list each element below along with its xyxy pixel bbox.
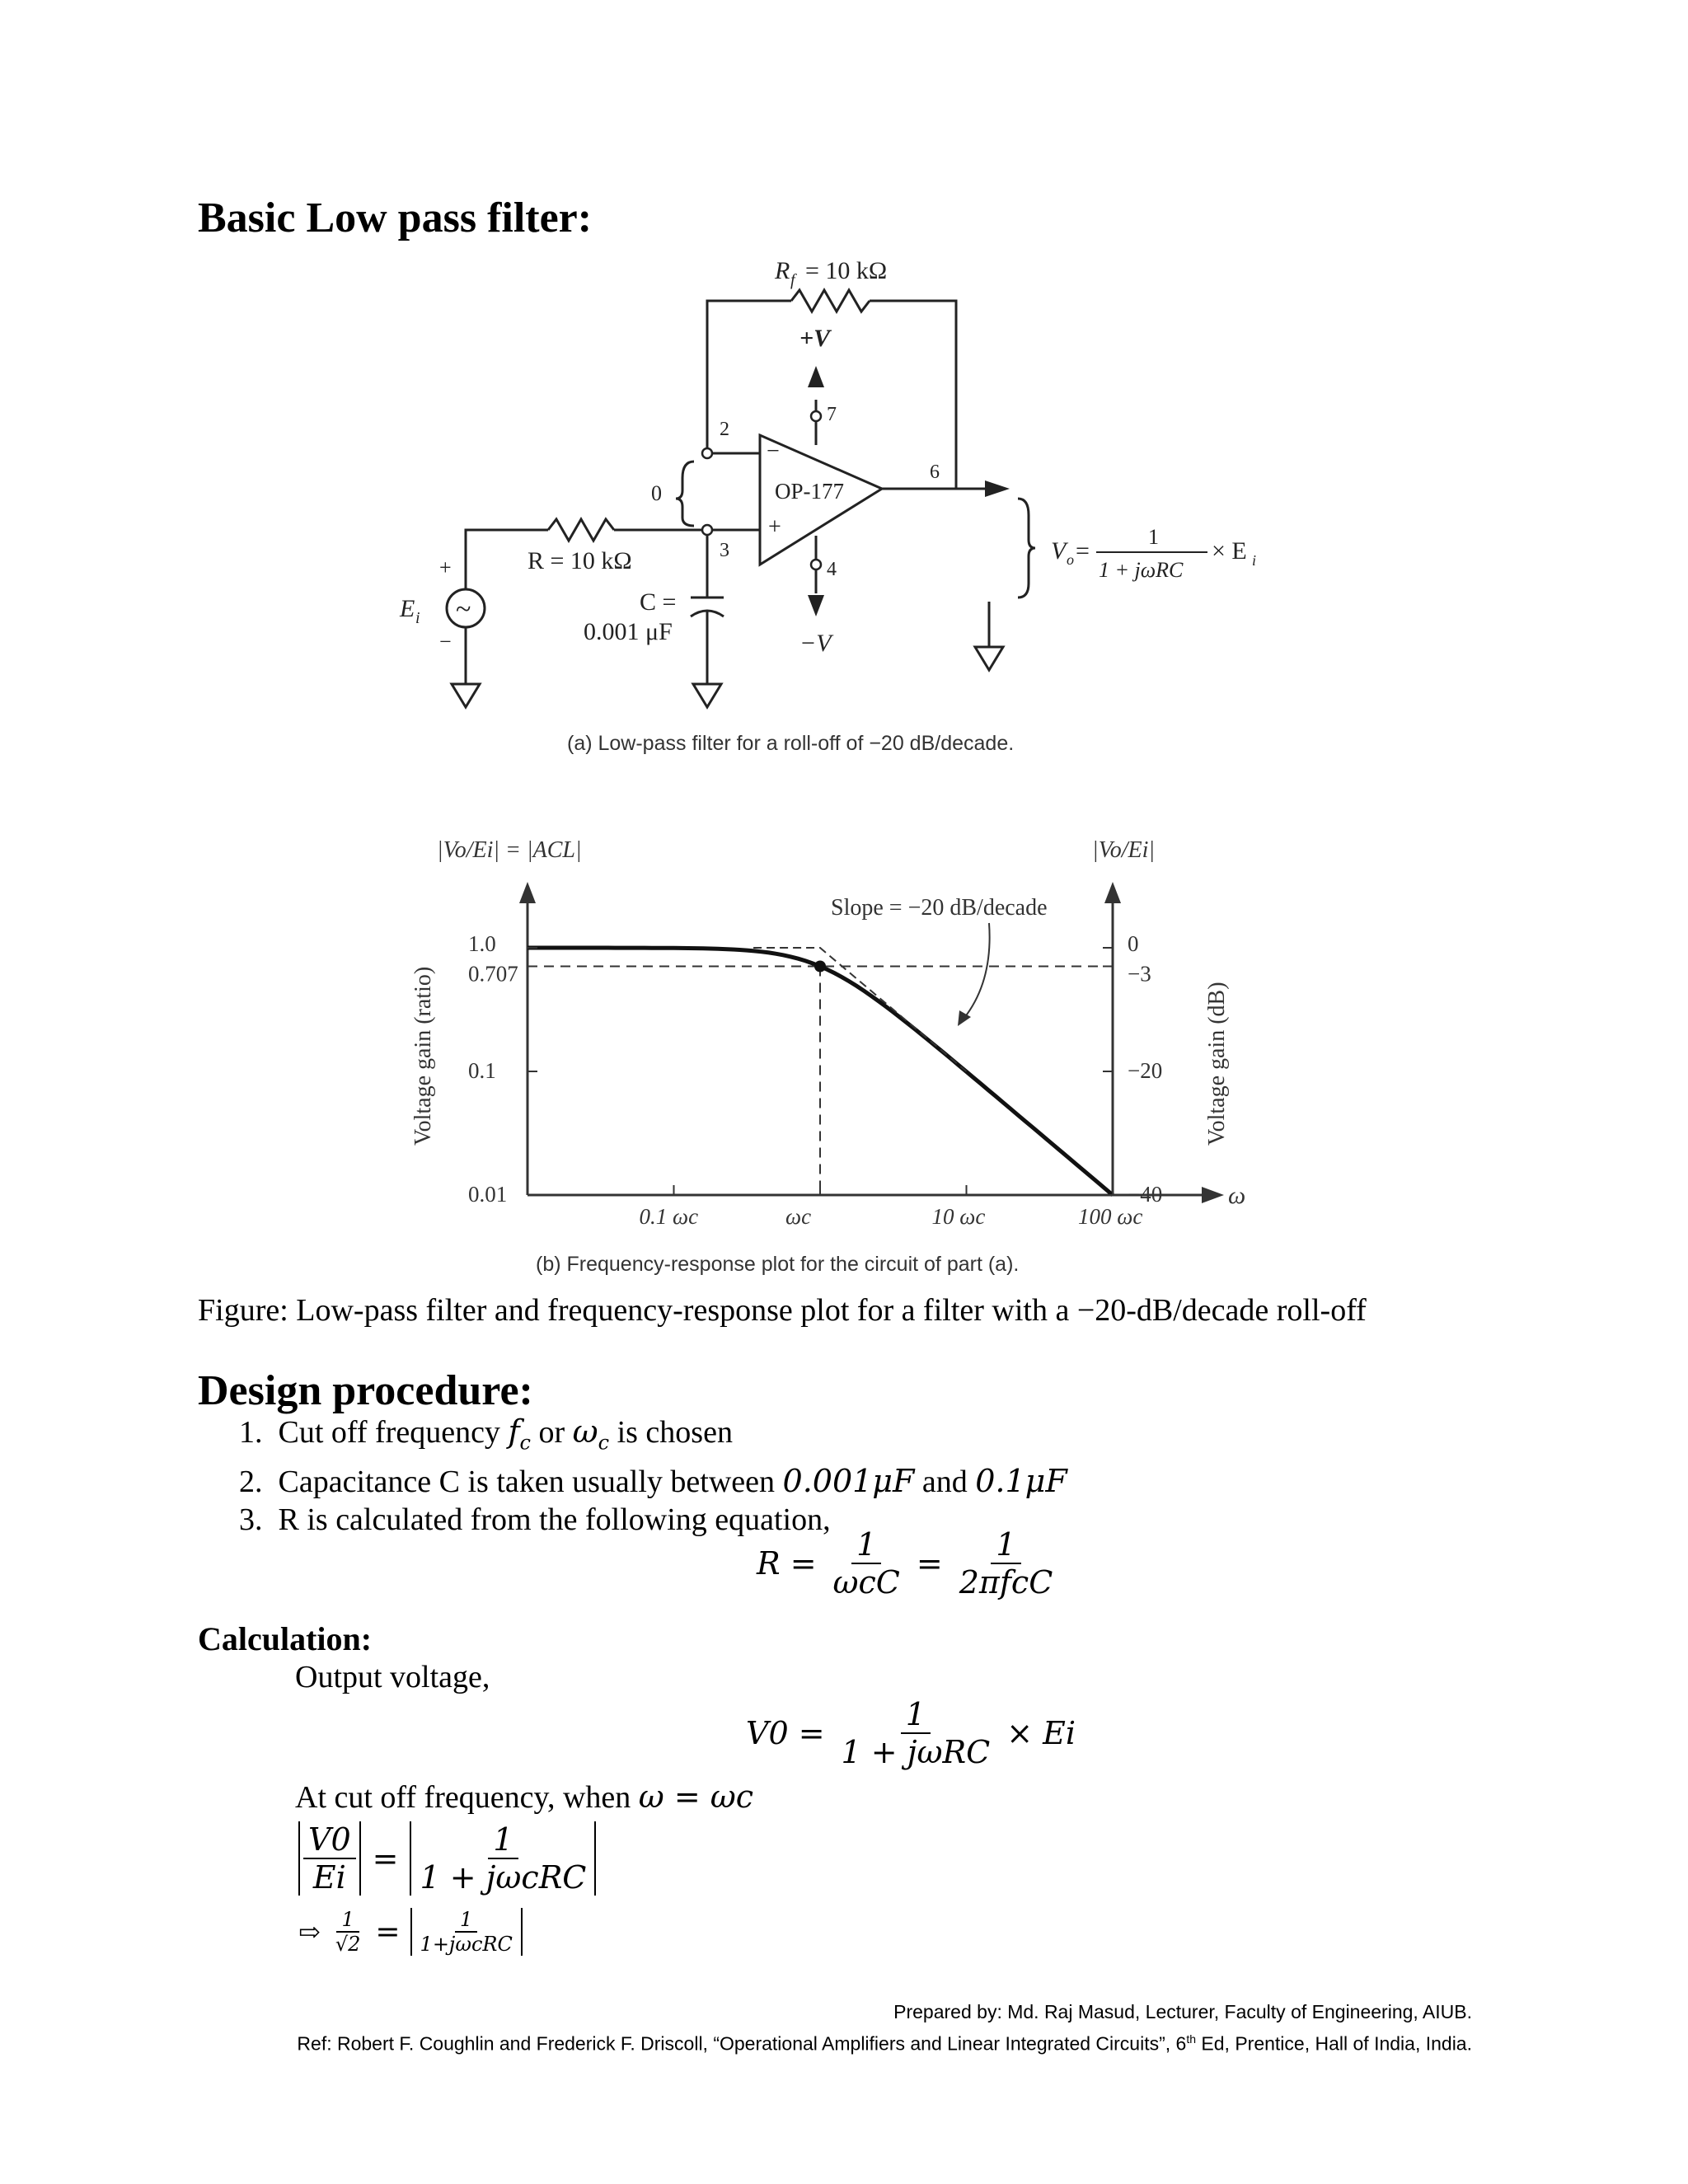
x-tick-label: 0.1 ωc (639, 1204, 699, 1229)
footer-ref-text: Ed, Prentice, Hall of India, India. (1196, 2032, 1472, 2055)
vo-rhs: × E (1212, 537, 1247, 565)
x-tick-label: ωc (785, 1204, 812, 1229)
footer-ref-sup: th (1186, 2032, 1197, 2046)
frac-den: Ei (312, 1859, 346, 1896)
step-text: or (530, 1415, 573, 1450)
source-plus: + (439, 555, 452, 579)
left-top-label: |Vo/Ei| = |ACL| (437, 837, 582, 863)
pin-3: 3 (720, 540, 729, 561)
v0-frac (837, 1696, 996, 1770)
source-sub: i (415, 609, 420, 627)
vo-rhs-sub: i (1252, 552, 1257, 569)
c-label-2: 0.001 μF (584, 618, 673, 645)
design-step-2 (239, 1462, 1067, 1501)
step-math: 0.001μF (782, 1462, 915, 1499)
step-math: f (508, 1413, 520, 1450)
cutoff-text: At cut off frequency, when (295, 1780, 639, 1815)
abs-equation (298, 1821, 596, 1896)
vo-den: 1 + jωRC (1099, 558, 1184, 582)
abs-lhs (298, 1821, 361, 1896)
slope-annotation: Slope = −20 dB/decade (831, 895, 1048, 921)
step-number: 1. (239, 1415, 263, 1450)
v0-rhs: × Ei (1006, 1715, 1076, 1751)
cutoff-statement (295, 1779, 753, 1816)
step-text: Cut off frequency (278, 1415, 509, 1450)
step-number: 3. (239, 1502, 263, 1537)
step-math-sub: c (519, 1431, 531, 1455)
plus-input-sign: + (768, 514, 781, 540)
right-tick-label: −20 (1128, 1058, 1163, 1083)
c-label-1: C = (640, 588, 677, 616)
x-tick-label: 10 ωc (931, 1204, 986, 1229)
v0-lhs: V0 = (746, 1715, 825, 1751)
final-rhs (410, 1908, 523, 1956)
frac-den: 1 + jωRC (841, 1734, 991, 1770)
r-eq-lhs: R = (757, 1545, 817, 1582)
step-math: ω (572, 1413, 598, 1450)
rf-value: = 10 kΩ (805, 257, 888, 284)
frac-den: ωcC (832, 1564, 900, 1601)
ac-source-icon: ~ (456, 594, 471, 625)
frac-den: 1 + jωcRC (420, 1859, 587, 1896)
left-tick-label: 0.1 (468, 1058, 496, 1083)
frac-num: 1 (336, 1908, 359, 1933)
right-top-label: |Vo/Ei| (1092, 837, 1156, 863)
x-tick-label: 100 ωc (1078, 1204, 1143, 1229)
right-tick-label: −40 (1128, 1182, 1163, 1207)
final-lhs (331, 1908, 366, 1956)
step-math-sub: c (598, 1431, 610, 1455)
right-axis-label: Voltage gain (dB) (1204, 982, 1230, 1146)
design-step-1 (239, 1413, 1067, 1462)
frac-den: 2πfcC (959, 1564, 1053, 1601)
minus-input-sign: − (767, 438, 780, 464)
frac-num: 1 (991, 1526, 1020, 1564)
step-text: and (914, 1464, 976, 1499)
r-eq-frac-2 (954, 1526, 1058, 1601)
final-equals: = (375, 1915, 401, 1949)
step-text: R is calculated from the following equation, (278, 1502, 831, 1537)
x-axis-symbol: ω (1228, 1182, 1246, 1209)
frac-num: 1 (488, 1821, 518, 1859)
implies-arrow-icon: ⇨ (298, 1916, 321, 1947)
frac-num: 1 (851, 1526, 881, 1564)
vo-lhs: V (1051, 537, 1067, 565)
source-label: E (400, 595, 415, 622)
calc-heading: Calculation: (198, 1620, 373, 1657)
abs-equals: = (372, 1840, 399, 1877)
left-tick-label: 1.0 (468, 931, 496, 956)
vo-eq: = (1076, 537, 1090, 565)
cutoff-point-marker (814, 961, 826, 972)
design-heading: Design procedure: (198, 1367, 533, 1414)
step-math: 0.1μF (975, 1462, 1067, 1499)
abs-rhs (410, 1821, 596, 1896)
plus-v-label: +V (799, 325, 831, 352)
r-equation (757, 1526, 1057, 1601)
left-tick-label: 0.01 (468, 1182, 508, 1207)
chart-caption: (b) Frequency-response plot for the circuit of part (a). (536, 1253, 1020, 1276)
frac-den: 1+jωcRC (420, 1933, 513, 1956)
pin-4: 4 (827, 559, 837, 580)
pin-7: 7 (827, 404, 837, 425)
footer-prepared-by: Prepared by: Md. Raj Masud, Lecturer, Faculty of Engineering, AIUB. (893, 2001, 1472, 2022)
circuit-caption: (a) Low-pass filter for a roll-off of −20 dB/decade. (567, 732, 1015, 755)
pin-6: 6 (930, 462, 940, 483)
left-axis-label: Voltage gain (ratio) (410, 966, 436, 1146)
output-voltage-label: Output voltage, (295, 1660, 490, 1694)
r-label: R = 10 kΩ (528, 547, 632, 574)
footer-ref-text: Ref: Robert F. Coughlin and Frederick F. Driscoll, “Operational Amplifiers and Linear Integrated Circuits”, 6 (297, 2032, 1187, 2055)
r-eq-equals: = (916, 1545, 943, 1582)
rf-label: R (775, 257, 790, 284)
minus-v-label: −V (799, 630, 832, 657)
rf-sub: f (790, 271, 795, 289)
frac-den: √2 (335, 1933, 361, 1956)
zero-label: 0 (651, 481, 662, 505)
pin-2: 2 (720, 419, 729, 440)
step-text: Capacitance C is taken usually between (278, 1464, 783, 1499)
vo-sub: o (1067, 551, 1074, 568)
right-tick-label: 0 (1128, 931, 1139, 956)
left-tick-label: 0.707 (468, 961, 518, 987)
page-heading: Basic Low pass filter: (198, 194, 593, 241)
cutoff-math: ω = ωc (638, 1779, 754, 1815)
frequency-response-chart (0, 808, 1688, 1253)
footer-reference (297, 2032, 1472, 2055)
step-text: is chosen (609, 1415, 733, 1450)
v0-equation (746, 1696, 1076, 1770)
step-number: 2. (239, 1464, 263, 1499)
final-equation (298, 1908, 523, 1956)
low-pass-circuit-diagram (0, 0, 1688, 775)
vo-num: 1 (1148, 525, 1159, 549)
source-minus: − (439, 630, 452, 654)
figure-caption: Figure: Low-pass filter and frequency-response plot for a filter with a −20-dB/decade roll-off (198, 1293, 1367, 1328)
frac-num: V0 (303, 1821, 356, 1859)
right-tick-label: −3 (1128, 961, 1151, 987)
design-steps (239, 1413, 1067, 1539)
frac-num: 1 (455, 1908, 477, 1933)
frac-num: 1 (901, 1696, 931, 1734)
r-eq-frac-1 (828, 1526, 905, 1601)
opamp-label: OP-177 (775, 479, 845, 504)
